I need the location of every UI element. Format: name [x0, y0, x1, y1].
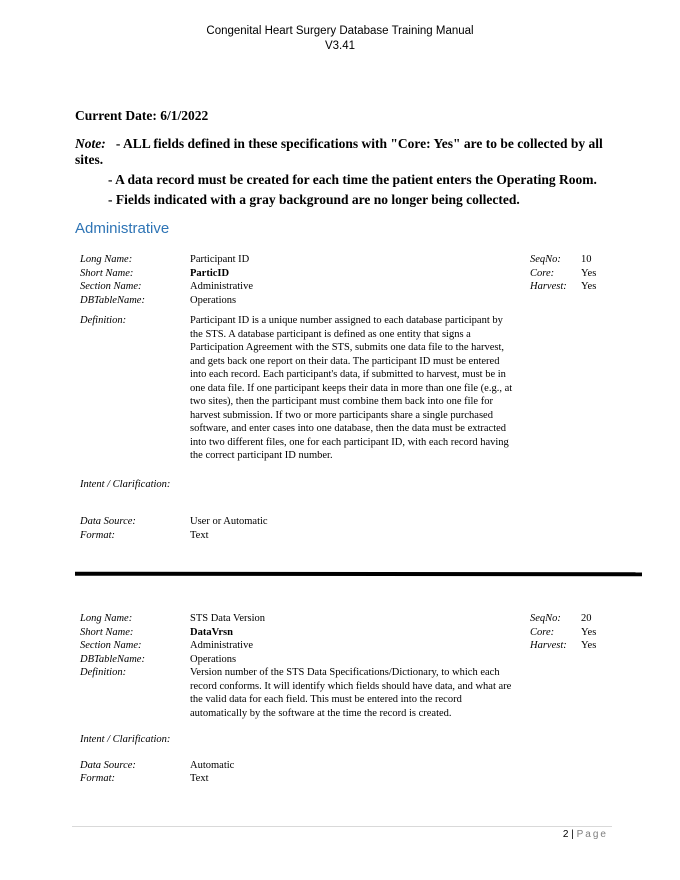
definition-label: Definition: — [80, 667, 127, 678]
long-name-value: STS Data Version — [190, 613, 266, 624]
seqno-label: SeqNo: — [530, 254, 561, 265]
current-date: Current Date: 6/1/2022 — [75, 108, 209, 123]
note-label: Note: — [75, 136, 106, 151]
core-value: Yes — [581, 626, 597, 638]
data-source-label: Data Source: — [80, 759, 136, 771]
note-line-3: - Fields indicated with a gray background are no longer being collected. — [108, 192, 520, 207]
manual-title: Congenital Heart Surgery Database Training Manual — [206, 25, 474, 37]
seqno-value: 20 — [581, 613, 592, 624]
short-name-value: ParticID — [190, 267, 230, 279]
field-record — [80, 253, 610, 542]
note-line-2: - A data record must be created for each time the patient enters the Operating Room. — [108, 172, 597, 187]
core-label: Core: — [530, 626, 555, 638]
core-label: Core: — [530, 267, 555, 279]
format-value: Text — [190, 529, 209, 541]
long-name-value: Participant ID — [190, 254, 250, 265]
db-table-value: Operations — [190, 294, 237, 306]
footer-rule — [72, 826, 612, 827]
db-table-label: DBTableName: — [80, 294, 145, 306]
section-name-value: Administrative — [190, 640, 253, 651]
data-source-value: Automatic — [190, 759, 235, 771]
field-record — [80, 612, 610, 786]
record-meta — [530, 253, 596, 294]
page-label: Page — [576, 829, 608, 840]
page-header — [0, 24, 680, 54]
manual-version: V3.41 — [324, 40, 356, 52]
page-footer — [563, 829, 608, 840]
record-meta — [530, 612, 596, 653]
harvest-value: Yes — [581, 640, 597, 651]
definition-value: Version number of the STS Data Specifications/Dictionary, to which each record conforms. It will identify which fields should have data, and what are the valid data for each field. This must be entered into the record automatically by the software at the time the record is created. — [190, 667, 512, 719]
section-name-label: Section Name: — [80, 281, 142, 292]
note-line-1: - ALL fields defined in these specifications with "Core: Yes" are to be collected by all sites. — [75, 136, 603, 167]
page-number: 2 — [562, 829, 569, 840]
short-name-label: Short Name: — [80, 626, 134, 638]
format-label: Format: — [80, 773, 115, 784]
db-table-label: DBTableName: — [80, 653, 145, 665]
harvest-label: Harvest: — [530, 640, 567, 651]
harvest-value: Yes — [581, 281, 597, 292]
section-name-label: Section Name: — [80, 640, 142, 651]
seqno-label: SeqNo: — [530, 613, 561, 624]
core-value: Yes — [581, 267, 597, 279]
note-block — [75, 136, 605, 208]
format-value: Text — [190, 773, 209, 784]
definition-label: Definition: — [80, 315, 127, 326]
seqno-value: 10 — [581, 254, 592, 265]
long-name-label: Long Name: — [80, 613, 133, 624]
format-label: Format: — [80, 529, 115, 541]
short-name-label: Short Name: — [80, 267, 134, 279]
db-table-value: Operations — [190, 653, 237, 665]
section-title: Administrative — [75, 220, 170, 237]
long-name-label: Long Name: — [80, 254, 133, 265]
section-name-value: Administrative — [190, 281, 253, 292]
intent-label: Intent / Clarification: — [80, 734, 171, 745]
short-name-value: DataVrsn — [190, 626, 233, 638]
intent-label: Intent / Clarification: — [80, 478, 171, 490]
data-source-label: Data Source: — [80, 516, 136, 527]
definition-value: Participant ID is a unique number assigned to each database participant by the STS. A database participant is defined as one entity that signs a Participation Agreement with the STS, submits one data file to the harvest, and gets back one report on their data. The participant ID must be entered into each record. Each participant's data, if submitted to harvest, must be in one data file. If one participant keeps their data in more than one file (e.g., at two sites), then the participant must combine them back into one file for harvest submission. If two or more participants share a single purchased software, and enter cases into one database, then the data must be extracted into two different files, one for each participant ID, with each record having the correct participant ID number. — [190, 315, 513, 461]
footer-separator: | — [571, 829, 574, 840]
harvest-label: Harvest: — [530, 281, 567, 292]
data-source-value: User or Automatic — [190, 516, 268, 527]
record-divider — [75, 572, 642, 576]
